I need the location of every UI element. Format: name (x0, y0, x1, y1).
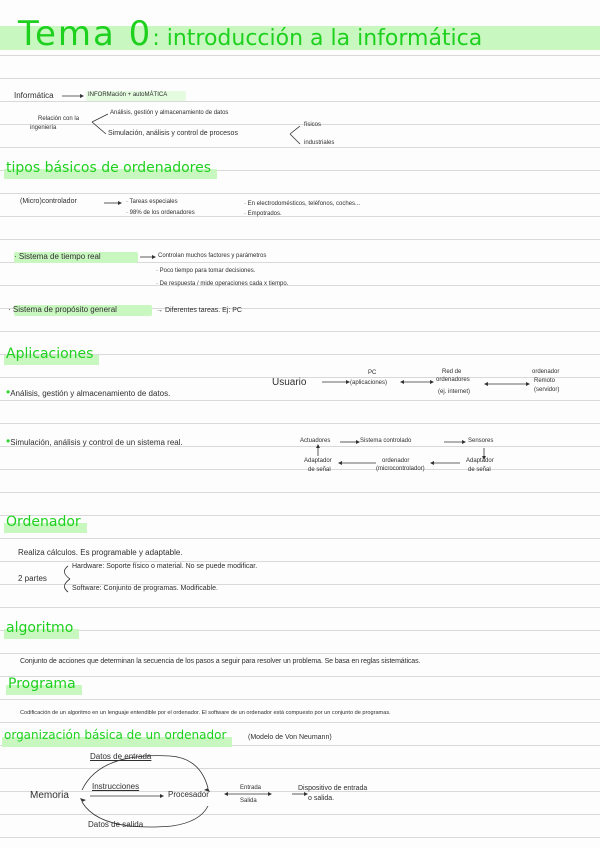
micro-bullet-4: · Empotrados. (244, 211, 282, 217)
diag-remoto-3: (servidor) (534, 387, 560, 393)
diag-adapt-izq-1: Adaptador (304, 458, 332, 464)
aplic-item-1 (6, 385, 170, 399)
ordenador-software: Software: Conjunto de programas. Modificable. (72, 585, 218, 592)
aplic-dot-1: • (6, 385, 11, 399)
heading-tipos-text: tipos básicos de ordenadores (6, 160, 212, 176)
org-salida: Salida (240, 798, 257, 804)
diag-sistema: Sistema controlado (360, 438, 412, 444)
org-dispositivo-1: Dispositivo de entrada (298, 785, 368, 792)
aplic-item-1-text: Análisis, gestión y almacenamiento de datos. (10, 389, 171, 398)
diag-red-1: Red de (442, 369, 462, 375)
diag-adapt-der-2: de señal (468, 467, 491, 473)
heading-aplicaciones (6, 346, 93, 362)
heading-ordenador-text: Ordenador (6, 514, 81, 530)
diag-pc-2: (aplicaciones) (350, 380, 388, 386)
diag-remoto-2: Remoto (534, 378, 556, 384)
micro-bullet-1: · Tareas especiales (126, 199, 178, 205)
relacion-line1: Relación con la (38, 116, 80, 122)
diag-usuario: Usuario (272, 377, 307, 388)
org-datos-salida: Datos de salida (88, 820, 144, 829)
intro-industriales: industriales (304, 140, 335, 146)
str-bullet-1: Controlan muchos factores y parámetros (158, 253, 267, 259)
str-bullet-2: · Poco tiempo para tomar decisiones. (156, 268, 256, 274)
intro-fisicos: físicos (304, 122, 322, 128)
org-instrucciones: Instrucciones (92, 782, 140, 791)
arrow-relacion (92, 114, 108, 134)
ordenador-line1: Realiza cálculos. Es programable y adaptable. (18, 548, 183, 557)
spg-bullet-1: → Diferentes tareas. Ej: PC (156, 307, 242, 314)
diag-sensores: Sensores (468, 438, 494, 444)
org-dispositivo-2: o salida. (308, 795, 335, 802)
diag-adapt-izq-2: de señal (308, 467, 331, 473)
org-memoria: Memoria (30, 790, 69, 801)
diag-remoto-1: ordenador (532, 369, 560, 375)
micro-label: (Micro)controlador (20, 198, 77, 205)
aplic-dot-2: • (6, 434, 11, 448)
relacion-line2: ingeniería (30, 125, 57, 131)
micro-bullet-3: · En electrodomésticos, teléfonos, coches... (244, 201, 361, 207)
micro-bullet-2: · 98% de los ordenadores (126, 210, 195, 216)
org-procesador: Procesador (168, 790, 209, 799)
str-label: · Sistema de tiempo real (14, 252, 101, 261)
programa-text: Codificación de un algoritmo en un lenguaje entendible por el ordenador. El software de un ordenador está compuesto por un conjunto de programas. (20, 710, 391, 716)
heading-programa-text: Programa (8, 676, 76, 692)
informatica-label: Informática (14, 91, 54, 100)
aplic-item-2 (6, 434, 183, 448)
diag-adapt-der-1: Adaptador (466, 458, 494, 464)
diag-ordenador-2: (microcontrolador) (376, 466, 425, 472)
org-datos-entrada: Datos de entrada (90, 752, 152, 761)
intro-analisis: Análisis, gestión y almacenamiento de datos (110, 110, 229, 116)
org-entrada: Entrada (240, 785, 262, 791)
ordenador-hardware: Hardware: Soporte físico o material. No se puede modificar. (72, 563, 258, 570)
heading-algoritmo (6, 620, 73, 636)
ordenador-partes: 2 partes (18, 574, 47, 583)
aplic-item-2-text: Simulación, análisis y control de un sistema real. (10, 438, 183, 447)
heading-programa (8, 676, 76, 692)
heading-organizacion (4, 728, 226, 742)
title-rest: : introducción a la informática (152, 26, 483, 51)
diag-ordenador-1: ordenador (382, 458, 410, 464)
title-tema: Tema 0 (18, 14, 153, 54)
spg-label: · Sistema de propósito general (8, 305, 117, 314)
organizacion-sub: (Modelo de Von Neumann) (248, 734, 332, 741)
page-title (18, 14, 482, 54)
info-auto: INFORMación + autoMÁTICA (88, 92, 168, 98)
str-bullet-3: · De respuesta / mide operaciones cada x tiempo. (156, 281, 289, 287)
diag-red-3: (ej. internet) (438, 389, 471, 395)
heading-ordenador (6, 514, 81, 530)
diag-pc-1: PC (368, 370, 377, 376)
intro-simulacion: Simulación, análisis y control de procesos (108, 130, 238, 137)
heading-aplicaciones-text: Aplicaciones (6, 346, 94, 362)
arrow-procesos (290, 126, 300, 144)
heading-tipos (6, 160, 211, 176)
diag-actuadores: Actuadores (300, 438, 331, 444)
algoritmo-text: Conjunto de acciones que determinan la secuencia de los pasos a seguir para resolver un problema. Se basa en reglas sistemáticas. (20, 658, 421, 665)
heading-organizacion-text: organización básica de un ordenador (4, 728, 227, 742)
heading-algoritmo-text: algoritmo (6, 620, 74, 636)
diag-red-2: ordenadores (436, 377, 470, 383)
